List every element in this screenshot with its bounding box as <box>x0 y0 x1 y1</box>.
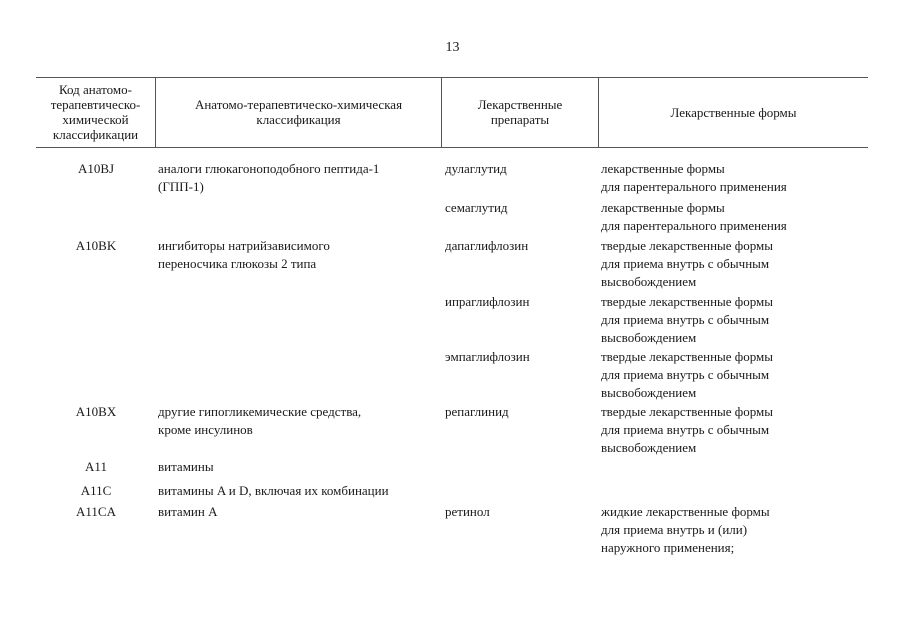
row-form: лекарственные формы для парентерального применения <box>601 161 787 194</box>
table-header-bottom-rule <box>36 147 868 148</box>
header-code: Код анатомо- терапевтическо- химической классификации <box>50 82 141 142</box>
row-code: A11C <box>80 483 112 498</box>
row-classification: витамины <box>158 459 214 474</box>
row-classification: другие гипогликемические средства, кроме инсулинов <box>158 404 362 437</box>
row-form: лекарственные формы для парентерального применения <box>601 200 787 233</box>
row-classification: аналоги глюкагоноподобного пептида-1 (ГПП-1) <box>158 161 380 194</box>
row-drug: дапаглифлозин <box>445 238 529 253</box>
header-drugs: Лекарственные препараты <box>477 97 563 127</box>
header-forms: Лекарственные формы <box>670 104 797 120</box>
header-classification: Анатомо-терапевтическо-химическая классификация <box>194 97 403 127</box>
row-classification: витамины A и D, включая их комбинации <box>158 483 389 498</box>
row-form: твердые лекарственные формы для приема внутрь с обычным высвобождением <box>601 349 773 400</box>
row-form: твердые лекарственные формы для приема внутрь с обычным высвобождением <box>601 404 773 455</box>
row-classification: ингибиторы натрийзависимого переносчика глюкозы 2 типа <box>158 238 330 271</box>
row-code: A10BX <box>75 404 117 419</box>
row-code: A11CA <box>76 504 116 519</box>
row-drug: репаглинид <box>445 404 509 419</box>
row-drug: ретинол <box>445 504 490 519</box>
row-drug: эмпаглифлозин <box>445 349 530 364</box>
row-code: A11 <box>85 459 107 474</box>
row-form: твердые лекарственные формы для приема внутрь с обычным высвобождением <box>601 238 773 289</box>
row-code: A10BK <box>75 238 117 253</box>
row-drug: семаглутид <box>445 200 508 215</box>
row-form: твердые лекарственные формы для приема внутрь с обычным высвобождением <box>601 294 773 345</box>
row-form: жидкие лекарственные формы для приема внутрь и (или) наружного применения; <box>601 504 770 555</box>
row-drug: дулаглутид <box>445 161 507 176</box>
row-drug: ипраглифлозин <box>445 294 530 309</box>
page-number: 13 <box>445 40 460 55</box>
row-code: A10BJ <box>77 161 115 176</box>
row-classification: витамин A <box>158 504 218 519</box>
